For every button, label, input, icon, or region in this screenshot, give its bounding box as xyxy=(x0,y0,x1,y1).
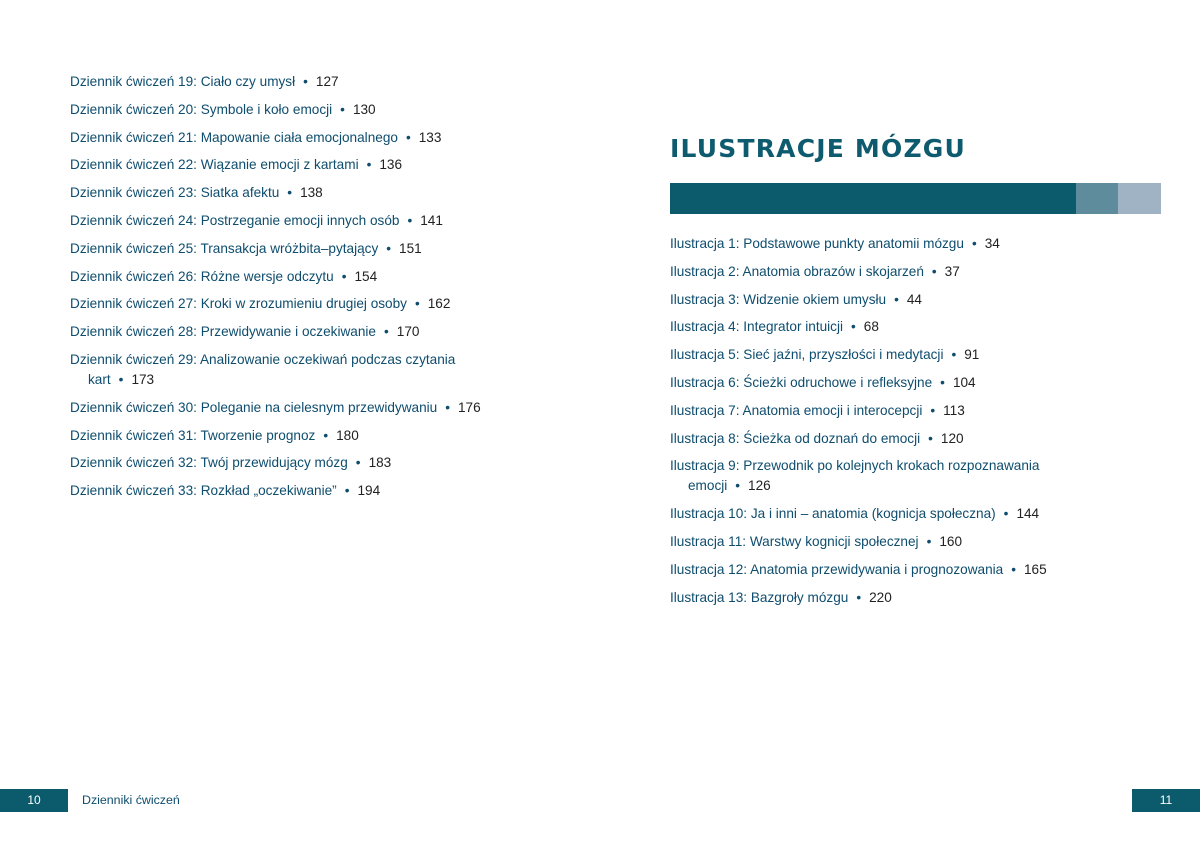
bullet-separator-icon: • xyxy=(341,268,347,284)
toc-entry[interactable] xyxy=(670,429,1090,449)
toc-entry-label: Ilustracja 5: Sieć jaźni, przyszłości i medytacji xyxy=(670,347,944,363)
section-title: ILUSTRACJE MÓZGU xyxy=(670,134,967,163)
bullet-separator-icon: • xyxy=(287,185,293,201)
toc-entry[interactable] xyxy=(70,72,510,92)
toc-entry[interactable] xyxy=(70,100,510,120)
toc-entry-page: 34 xyxy=(984,236,1000,251)
toc-entry-label: Dziennik ćwiczeń 20: Symbole i koło emocji xyxy=(70,101,333,117)
toc-entry-label: Ilustracja 1: Podstawowe punkty anatomii mózgu xyxy=(670,236,964,251)
toc-entry-label: Dziennik ćwiczeń 33: Rozkład „oczekiwanie” xyxy=(70,483,337,499)
toc-entry[interactable] xyxy=(670,373,1090,393)
toc-entry-page: 144 xyxy=(1016,506,1040,522)
toc-entry[interactable] xyxy=(70,426,510,446)
toc-entry-label: Ilustracja 10: Ja i inni – anatomia (kognicja społeczna) xyxy=(670,506,996,522)
toc-entry-label: Dziennik ćwiczeń 32: Twój przewidujący mózg xyxy=(70,455,348,471)
toc-entry-label: Ilustracja 4: Integrator intuicji xyxy=(670,319,844,335)
toc-entry-page: 220 xyxy=(869,589,892,605)
toc-entry-label: Dziennik ćwiczeń 31: Tworzenie prognoz xyxy=(70,427,316,443)
toc-entry-page: 180 xyxy=(336,427,359,443)
toc-entry[interactable] xyxy=(670,560,1090,580)
toc-entry-page: 120 xyxy=(940,430,964,446)
toc-entry[interactable] xyxy=(670,401,1090,421)
toc-entry-page: 154 xyxy=(354,268,378,284)
toc-entry[interactable] xyxy=(70,294,510,314)
toc-entry-label: Dziennik ćwiczeń 24: Postrzeganie emocji innych osób xyxy=(70,212,400,228)
toc-entry-label: Dziennik ćwiczeń 23: Siatka afektu xyxy=(70,185,280,201)
bullet-separator-icon: • xyxy=(303,74,308,89)
bullet-separator-icon: • xyxy=(930,402,936,418)
toc-entry[interactable] xyxy=(670,588,1090,608)
toc-entry-label: Ilustracja 6: Ścieżki odruchowe i refleksyjne xyxy=(670,374,933,390)
toc-entry[interactable] xyxy=(70,128,510,148)
title-decorative-bar xyxy=(670,183,1161,214)
title-bar-main-segment xyxy=(670,183,1076,214)
toc-entry[interactable] xyxy=(670,532,1090,552)
toc-entry[interactable] xyxy=(70,350,510,390)
bullet-separator-icon: • xyxy=(926,533,932,549)
bullet-separator-icon: • xyxy=(856,589,862,605)
toc-entry-label: Dziennik ćwiczeń 29: Analizowanie oczekiwań podczas czytania kart xyxy=(70,351,456,387)
bullet-separator-icon: • xyxy=(355,455,361,471)
bullet-separator-icon: • xyxy=(1011,561,1016,577)
toc-entry[interactable] xyxy=(70,398,510,418)
toc-entry-label: Dziennik ćwiczeń 30: Poleganie na cielesnym przewidywaniu xyxy=(70,399,438,415)
toc-entry[interactable] xyxy=(670,317,1090,337)
bullet-separator-icon: • xyxy=(971,236,977,251)
running-head: Dzienniki ćwiczeń xyxy=(82,793,180,807)
toc-entry-label: Dziennik ćwiczeń 25: Transakcja wróżbita–pytający xyxy=(70,240,379,256)
toc-entry-page: 126 xyxy=(748,478,771,494)
bullet-separator-icon: • xyxy=(735,478,741,494)
toc-entry[interactable] xyxy=(670,262,1090,282)
bullet-separator-icon: • xyxy=(940,374,945,390)
right-page xyxy=(600,0,1200,848)
page-number-right: 11 xyxy=(1132,789,1200,812)
toc-entry-page: 127 xyxy=(315,74,339,89)
toc-entry[interactable] xyxy=(70,322,510,342)
brain-illustration-list xyxy=(670,234,1090,615)
toc-entry-label: Dziennik ćwiczeń 28: Przewidywanie i oczekiwanie xyxy=(70,324,376,340)
toc-entry-page: 194 xyxy=(357,483,381,499)
bullet-separator-icon: • xyxy=(340,101,345,117)
toc-entry[interactable] xyxy=(70,183,510,203)
bullet-separator-icon: • xyxy=(851,319,856,335)
toc-entry[interactable] xyxy=(670,290,1090,310)
bullet-separator-icon: • xyxy=(407,212,413,228)
toc-entry-page: 170 xyxy=(396,324,420,340)
bullet-separator-icon: • xyxy=(323,427,329,443)
toc-entry-label: Dziennik ćwiczeń 26: Różne wersje odczytu xyxy=(70,268,334,284)
toc-entry-page: 165 xyxy=(1024,561,1047,577)
toc-entry-page: 141 xyxy=(420,212,443,228)
toc-entry-label: Ilustracja 7: Anatomia emocji i interocepcji xyxy=(670,402,923,418)
toc-entry-page: 151 xyxy=(399,240,422,256)
bullet-separator-icon: • xyxy=(445,399,450,415)
exercise-journal-list xyxy=(70,72,510,509)
toc-entry[interactable] xyxy=(70,267,510,287)
toc-entry-page: 37 xyxy=(944,263,960,279)
bullet-separator-icon: • xyxy=(405,129,411,145)
toc-entry[interactable] xyxy=(70,211,510,231)
toc-entry-label: Dziennik ćwiczeń 19: Ciało czy umysł xyxy=(70,74,296,89)
toc-entry-page: 183 xyxy=(368,455,392,471)
bullet-separator-icon: • xyxy=(951,347,957,363)
bullet-separator-icon: • xyxy=(928,430,933,446)
toc-entry-page: 68 xyxy=(863,319,879,335)
toc-entry-label: Dziennik ćwiczeń 21: Mapowanie ciała emocjonalnego xyxy=(70,129,398,145)
bullet-separator-icon: • xyxy=(414,296,420,312)
toc-entry-label: Ilustracja 3: Widzenie okiem umysłu xyxy=(670,291,887,307)
toc-entry[interactable] xyxy=(70,481,510,501)
toc-entry-label: Ilustracja 12: Anatomia przewidywania i prognozowania xyxy=(670,561,1004,577)
toc-entry-page: 162 xyxy=(427,296,451,312)
bullet-separator-icon: • xyxy=(366,157,372,173)
toc-entry-label: Dziennik ćwiczeń 22: Wiązanie emocji z kartami xyxy=(70,157,359,173)
toc-entry[interactable] xyxy=(670,456,1090,496)
toc-entry-page: 91 xyxy=(964,347,980,363)
toc-entry[interactable] xyxy=(670,345,1090,365)
bullet-separator-icon: • xyxy=(386,240,392,256)
toc-entry-label: Ilustracja 8: Ścieżka od doznań do emocji xyxy=(670,430,921,446)
toc-entry-page: 44 xyxy=(906,291,922,307)
toc-entry-page: 138 xyxy=(300,185,323,201)
bullet-separator-icon: • xyxy=(384,324,389,340)
toc-entry-page: 113 xyxy=(943,402,965,418)
toc-entry[interactable] xyxy=(70,239,510,259)
toc-entry[interactable] xyxy=(70,453,510,473)
toc-entry-page: 176 xyxy=(457,399,481,415)
toc-entry-label: Ilustracja 9: Przewodnik po kolejnych krokach rozpoznawania emocji xyxy=(670,458,1040,494)
toc-entry[interactable] xyxy=(670,504,1090,524)
toc-entry[interactable] xyxy=(70,155,510,175)
toc-entry-label: Ilustracja 11: Warstwy kognicji społecznej xyxy=(670,533,919,549)
bullet-separator-icon: • xyxy=(894,291,899,307)
toc-entry[interactable] xyxy=(670,234,1090,254)
toc-entry-label: Ilustracja 2: Anatomia obrazów i skojarzeń xyxy=(670,263,924,279)
bullet-separator-icon: • xyxy=(931,263,937,279)
toc-entry-page: 173 xyxy=(131,371,155,387)
toc-entry-page: 133 xyxy=(418,129,442,145)
toc-entry-label: Ilustracja 13: Bazgroły mózgu xyxy=(670,589,849,605)
toc-entry-page: 130 xyxy=(352,101,376,117)
toc-entry-page: 160 xyxy=(939,533,963,549)
bullet-separator-icon: • xyxy=(344,483,350,499)
toc-entry-page: 104 xyxy=(952,374,976,390)
toc-entry-page: 136 xyxy=(379,157,403,173)
title-bar-mid-segment xyxy=(1076,183,1118,214)
title-bar-light-segment xyxy=(1118,183,1161,214)
page-number-left: 10 xyxy=(0,789,68,812)
bullet-separator-icon: • xyxy=(1003,506,1009,522)
bullet-separator-icon: • xyxy=(118,371,124,387)
toc-entry-label: Dziennik ćwiczeń 27: Kroki w zrozumieniu drugiej osoby xyxy=(70,296,407,312)
